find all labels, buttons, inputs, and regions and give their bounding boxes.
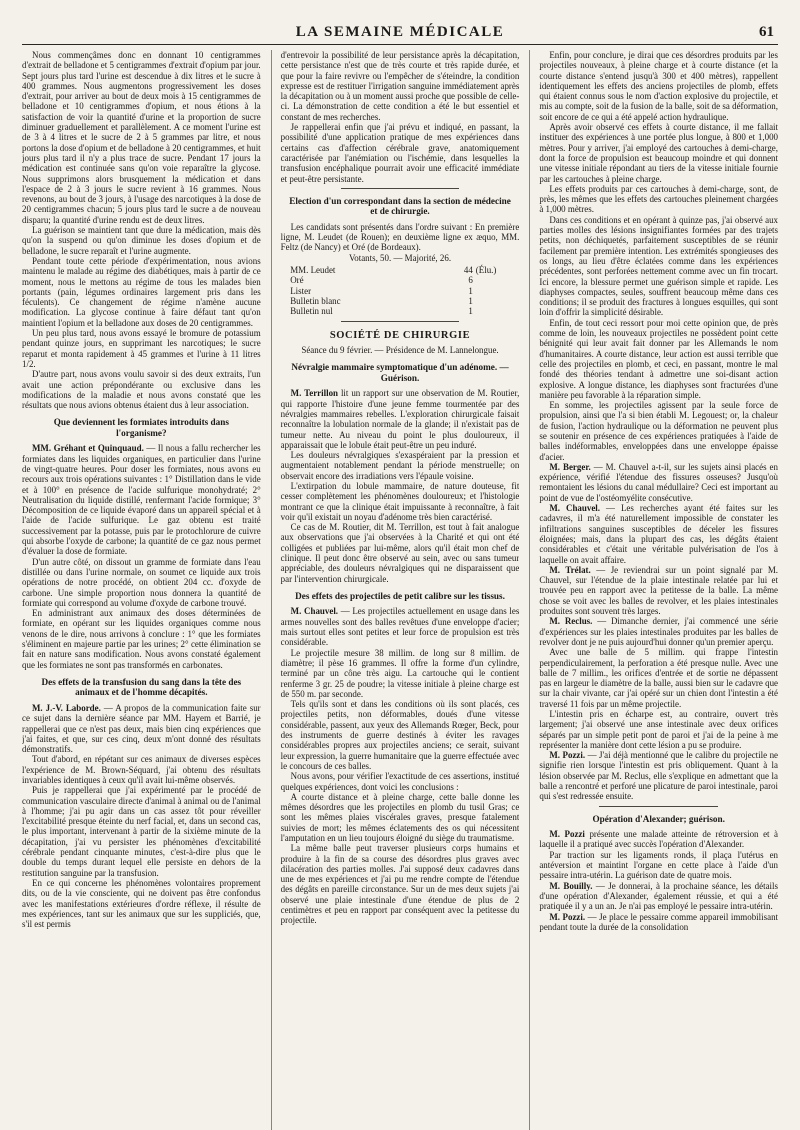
paragraph-text: — Dimanche dernier, j'ai commencé une série d'expériences sur les plaies intestinales produites par les balles de revolver dont je ne puis aujourd'hui donner qu'un premier aperçu. — [539, 616, 779, 647]
paragraph: Nous avons, pour vérifier l'exactitude de ces assertions, institué quelques expériences, dont voici les conclusions : — [280, 771, 520, 792]
vote-row — [290, 275, 510, 285]
paragraph: La même balle peut traverser plusieurs corps humains et produire à la fin de sa course des désordres plus graves avec dilacération des parties molles. J'ai supposé deux cadavres dans une de mes expériences et j'ai pu me rendre compte de l'étendue des dégâts en pareille circonstance. Sur un de mes deux sujets j'ai observé une plaie intestinale d'une étendue de plus de 2 centimètres et peu en rapport par conséquent avec la petitesse du projectile. — [280, 843, 520, 926]
paragraph — [539, 750, 778, 801]
paragraph: A courte distance et à pleine charge, cette balle donne les mêmes désordres que les projectiles en plomb du tusil Gras; ce sont les mêmes plaies viscérales graves, presque fatalement suivies de mort; les mêmes éclatements des os qui nécessitent l'amputation en un lieu toujours éloigné du siège du traumatisme. — [280, 791, 520, 843]
vote-candidate: Bulletin blanc — [290, 295, 341, 306]
column-1 — [22, 50, 261, 1130]
speaker-name: M. Chauvel. — [290, 606, 339, 617]
vote-count: 44 — [463, 265, 473, 276]
paragraph — [539, 881, 778, 912]
journal-title: LA SEMAINE MÉDICALE — [295, 24, 505, 40]
society-heading: SOCIÉTÉ DE CHIRURGIE — [329, 329, 471, 341]
paragraph: Enfin, pour conclure, je dirai que ces désordres produits par les projectiles nouveaux, à pleine charge et à courte distance (et la courte distance s'entend jusqu'à 300 et 400 mètres), rappellent identiquement les effets des anciens projectiles de plomb, effets qui étaient connus sous le nom d'action explosive du projectile, et mis au compte, soit de la fusion de la balle, soit de sa déformation, soit encore de ce qui a été appelé action hydraulique. — [539, 50, 779, 122]
vote-count: 1 — [468, 306, 473, 317]
session-line: Séance du 9 février. — Présidence de M. Lannelongue. — [301, 345, 499, 356]
paragraph: En ce qui concerne les phénomènes volontaires proprement dits, ou de la vie consciente, qui ne doivent pas être confondus avec les manifestations extérieures d'ordre réflexe, il résulte de mes expériences, tant sur les animaux que sur les suppliciés, que, s'il est permis — [22, 877, 261, 930]
paragraph-text: — J'ai déjà mentionné que le calibre du projectile ne signifie rien lorsque l'intestin est pris obliquement. Quant à la lésion observée par M. Reclus, elle s'explique en admettant que la balle a rencontré et perforé une plicature de paroi intestinale, paroi qui s'est redressée ensuite. — [539, 750, 779, 802]
speaker-name: M. Pozzi. — [549, 750, 586, 761]
vote-row — [290, 286, 510, 296]
text-columns — [22, 50, 778, 1130]
paragraph — [539, 912, 778, 933]
paragraph — [22, 703, 261, 754]
paragraph-text: — Je donnerai, à la prochaine séance, les détails d'une opération d'Alexander, également réussie, et qui a été pratiquée il y a un an. Je n'ai pas employé le pessaire intra-utérin. — [539, 880, 779, 912]
speaker-name: M. Pozzi — [549, 829, 585, 840]
vote-row — [290, 265, 510, 275]
paragraph — [539, 565, 778, 616]
vote-note — [473, 306, 510, 316]
vote-row — [290, 296, 510, 306]
vote-candidate: Bulletin nul — [290, 306, 333, 317]
speaker-name: M. J.-V. Laborde. — [32, 702, 101, 713]
paragraph: Après avoir observé ces effets à courte distance, il me fallait instituer des expériences à une portée plus longue, à 800 et 1,000 mètres. Pour y arriver, j'ai employé des cartouches à demi-charge, dont la force de propulsion est beaucoup moindre et qui donnent une vitesse initiale répondant au tiers de la vitesse initiale fournie par les cartouches à pleine charge. — [539, 122, 779, 184]
vote-note — [473, 286, 510, 296]
page-number: 61 — [759, 24, 774, 40]
paragraph-text: lit un rapport sur une observation de M. Routier, qui rapporte l'histoire d'une jeune femme tourmentée par des névralgies mammaires rebelles. L'exploration chirurgicale faisait reconnaître la lobulation normale de la glande; il n'existait pas de tumeur nette. Au niveau du point le plus douloureux, il apparaissait que le lobule était peut-être un peu induré. — [280, 388, 520, 450]
speaker-name: M. Reclus. — [549, 616, 593, 627]
vote-candidate: Oré — [290, 275, 304, 286]
paragraph-text: — Les recherches ayant été faites sur les cadavres, il m'a été naturellement impossible de constater les infiltrations sanguines susceptibles de déceler les fissures éloignées; mais, dans la plupart des cas, les dégâts étaient considérables et c'était une véritable pulvérisation de l'os à laquelle on avait affaire. — [539, 503, 779, 565]
vote-row — [290, 306, 510, 316]
paragraph-text: présente une malade atteinte de rétroversion et à laquelle il a pratiqué avec succès l'opération d'Alexander. — [539, 829, 779, 850]
vote-count: 1 — [468, 295, 473, 306]
vote-count: 6 — [468, 275, 473, 286]
divider — [599, 806, 718, 807]
speaker-name: M. Chauvel. — [549, 503, 601, 514]
running-header — [22, 22, 778, 45]
paragraph: Pendant toute cette période d'expérimentation, nous avions maintenu le malade au régime des diabétiques, mais à partir de ce moment, nous le mettons au régime de tous les malades bien portants (pain, légumes ordinaires largement pris dans les féculents). Ce changement de régime n'amène aucune modification. La glycose continue à faire défaut tant qu'on maintient l'opium et la belladone aux doses de 20 centigrammes. — [22, 255, 261, 328]
vote-note — [473, 275, 510, 285]
paragraph — [539, 503, 778, 565]
paragraph-text: — A propos de la communication faite sur ce sujet dans la dernière séance par MM. Hayem et Barrié, je rappellerai que ce n'est pas deux, mais bien cinq expériences que j'ai faites, et que, sur ces cinq, deux m'ont donné des résultats démonstratifs. — [22, 702, 261, 755]
paragraph: Les effets produits par ces cartouches à demi-charge, sont, de près, les mêmes que les effets des cartouches pleinement chargées à 1,000 mètres. — [539, 183, 779, 215]
paragraph — [281, 388, 520, 450]
paragraph: Dans ces conditions et en opérant à quinze pas, j'ai observé aux parties molles des lésions insignifiantes formées par des trajets petits, non déchiquetés, parfaitement susceptibles de se réunir facilement par première intention. Les extrémités spongieuses des os longs, au lieu d'être éclatées comme dans les expériences précédentes, sont perforées nettement comme avec un fin trocart. Ici encore, la blessure permet une guérison simple et rapide. Les diaphyses compactes, seules, souffrent beaucoup même dans ces conditions; il se produit des fractures à longues esquilles, qui sont loin d'offrir la simplicité désirable. — [539, 214, 779, 318]
vote-note — [473, 296, 510, 306]
paragraph: Ce cas de M. Routier, dit M. Terrillon, est tout à fait analogue aux observations que j'ai observées à la Charité et qui ont été colligées et publiées par lui-même, alors qu'il était mon chef de clinique. Il peut donc être observé au sein, avec ou sans tumeur appréciable, des douleurs névralgiques qui ne disparaissent que par l'intervention chirurgicale. — [280, 522, 520, 584]
column-3 — [529, 50, 778, 1130]
vote-count: 1 — [468, 285, 473, 296]
paragraph: Avec une balle de 5 millim. qui frappe l'intestin perpendiculairement, la perforation a été presque nulle. Avec une balle de 7 millim., les orifices d'entrée et de sortie ne dépassent pas en largeur le diamètre de la balle, aussi bien sur le cadavre que sur la chair vivante, car j'ai opéré sur un chien dont l'intestin a été traversé 11 fois par un même projectile. — [539, 647, 779, 709]
paragraph: Tout d'abord, en répétant sur ces animaux de diverses espèces l'expérience de M. Brown-Séquard, j'ai obtenu des résultats invariables identiques à ceux qu'il avait lui-même observés. — [22, 754, 261, 785]
paragraph: Par traction sur les ligaments ronds, il plaça l'utérus en antéversion et maintint l'organe en cette place à l'aide d'un pessaire intra-utérin. La guérison date de quatre mois. — [539, 849, 779, 881]
paragraph: D'autre part, nous avons voulu savoir si des deux extraits, l'un avait une action prépondérante ou exclusive dans les modifications de la maladie et nous avons constaté que les résultats que nous avions obtenus étaient dus à leur association. — [22, 369, 261, 411]
paragraph: d'entrevoir la possibilité de leur persistance après la décapitation, cette persistance n'est que de très courte et très rapide durée, et que pour la faire revivre ou l'empêcher de s'éteindre, la condition expresse est de restituer l'irrigation sanguine immédiatement après la décapitation ou à un moment aussi proche que possible de celle-ci. La démonstration de cette condition a été le but essentiel et constant de mes recherches. — [280, 50, 520, 122]
column-2 — [271, 50, 520, 1130]
vote-candidate: MM. Leudet — [290, 265, 336, 276]
paragraph-text: — Je reviendrai sur un point signalé par M. Chauvel, sur l'étendue de la plaie intestinale relatée par lui et trouvée peu en rapport avec la petitesse de la balle. La même chose se voit avec les balles de revolver, et les plaies intestinales produites sont souvent très larges. — [539, 564, 779, 617]
section-heading: Election d'un correspondant dans la section de médecine et de chirurgie. — [289, 195, 511, 217]
paragraph-text: — Je place le pessaire comme appareil immobilisant pendant toute la durée de la consolidation — [539, 911, 779, 932]
paragraph — [281, 606, 520, 647]
paragraph: Les candidats sont présentés dans l'ordre suivant : En première ligne, M. Leudet (de Rouen); en deuxième ligne ex æquo, MM. Feltz (de Nancy) et Oré (de Bordeaux). — [280, 221, 520, 253]
speaker-name: M. Terrillon — [290, 388, 339, 399]
votes-summary: Votants, 50. — Majorité, 26. — [348, 252, 452, 263]
paragraph: Enfin, de tout ceci ressort pour moi cette opinion que, de près comme de loin, les nouveaux projectiles ne possèdent point cette bénignité qui leur avait fait donner par les Allemands le nom d'humanitaires. A courte distance, leur action est aussi terrible que celle des projectiles en plomb, et ceci, en passant, montre le mal fondé des théories tendant à admettre une soi-disant action explosive. A longue distance, les diaphyses sont fracturées d'une manière peu favorable à la réparation simple. — [539, 317, 779, 400]
section-heading: Opération d'Alexander; guérison. — [592, 813, 725, 824]
divider — [341, 321, 460, 322]
paragraph — [539, 616, 778, 647]
paragraph: Nous commençâmes donc en donnant 10 centigrammes d'extrait de belladone et 5 centigrammes d'extrait d'opium par jour. Sept jours plus tard l'urine est descendue à dix litres et le sucre à 400 grammes. Nous augmentons progressivement les doses d'extrait, pour arriver au bout de deux mois à 15 centigrammes de belladone et 10 centigrammes d'opium, et nous étions à la satisfaction de voir la quantité d'urine et la proportion de sucre diminuer graduellement et parallèlement. A ce moment l'urine est de 3 à 4 litres et le sucre de 2 à 5 grammes par litre, et nous portons la dose d'opium et de belladone à 20 centigrammes, et huit jours plus tard il n'y a plus trace de sucre. Pendant 17 jours la médication est continuée sans qu'on voie reparaître la glycose. Nous supprimons alors brusquement la médication et dans l'espace de 2 à 3 jours le sucre revient à 16 grammes. Nous revenons, au bout de 3 jours, à l'usage des narcotiques à la dose de 20 centigrammes chacun; 5 jours plus tard le sucre a de nouveau disparu; la quantité d'urine rendu est de deux litres. — [22, 50, 261, 225]
speaker-name: M. Berger. — [549, 461, 591, 472]
vote-results-table — [290, 265, 510, 316]
paragraph: Puis je rappellerai que j'ai expérimenté par le procédé de communication vasculaire directe d'animal à animal ou de l'animal à l'homme; j'ai pu agir dans un cas assez tôt pour réveiller l'excitabilité presque éteinte du nerf facial, et, dans un second cas, le plus important, intervenant à partir de la sixième minute de la décapitation, j'ai vu persister les phénomènes d'excitabilité cérébrale pendant cinquante minutes, c'est-à-dire plus que le double du temps durant lequel elle persiste en dehors de la restitution sanguine par la transfusion. — [22, 785, 261, 878]
paragraph: L'intestin pris en écharpe est, au contraire, ouvert très largement; j'ai observé une anse intestinale avec deux orifices séparés par un simple petit pont de paroi et j'ai de la peine à me représenter la manière dont cette lésion a pu se produire. — [539, 709, 779, 750]
paragraph — [539, 829, 778, 850]
speaker-name: M. Pozzi. — [549, 911, 586, 922]
paragraph: En administrant aux animaux des doses déterminées de formiate, en opérant sur les liquides organiques comme nous venons de le dire, nous arrivons à conclure : 1° que les formiates s'éliminent en majeure partie par les urines; 2° cette élimination se fait en nature sans modification. Nous avons constaté également que les formiates ne sont pas transformés en carbonates. — [22, 608, 261, 670]
paragraph: La guérison se maintient tant que dure la médication, mais dès qu'on la suspend ou qu'on diminue les doses d'opium et de belladone, le sucre reparaît et l'urine augmente. — [22, 225, 261, 256]
paragraph — [22, 443, 261, 556]
paragraph: Les douleurs névralgiques s'exaspéraient par la pression et augmentaient notablement pendant la période menstruelle; on observait encore des irradiations vers l'épaule voisine. — [280, 450, 520, 481]
paragraph: L'extirpation du lobule mammaire, de nature douteuse, fit cesser complètement les phénomènes douloureux; et l'histologie montrant ce que la clinique était impuissante à reconnaître, à fait voir qu'il existait un noyau d'adénome très bien caractérisé. — [280, 481, 520, 522]
section-heading: Que deviennent les formiates introduits dans l'organisme? — [53, 417, 229, 438]
paragraph — [539, 462, 778, 503]
section-heading: Des effets de la transfusion du sang dans la tête des animaux et de l'homme décapités. — [41, 676, 242, 698]
paragraph: Tels qu'ils sont et dans les conditions où ils sont placés, ces projectiles petits, non déformables, doués d'une vitesse considérable, passent, aux yeux des Allemands Rœger, Beck, pour des instruments de guerre destinés à éviter les ravages considérables propres aux projectiles anciens; ce serait, suivant leur expression, la guerre humanitaire que la guerre effectuée avec le concours de ces balles. — [280, 699, 520, 771]
speaker-name: M. Bouilly. — [549, 880, 593, 891]
paragraph: Le projectile mesure 38 millim. de long sur 8 millim. de diamètre; il pèse 16 grammes. Il offre la forme d'un cylindre, terminé par un cône très aigu. La cartouche qui le contient renferme 3 gr. 25 de poudre; la vitesse initiale à pleine charge est de 550 m. par seconde. — [280, 647, 520, 699]
vote-note: (Élu.) — [475, 265, 497, 276]
paragraph-text: — Il nous a fallu rechercher les formiates dans les liquides organiques, en particulier dans l'urine de vingt-quatre heures. Pour doser les formiates, nous avons eu recours aux trois opérations suivantes : 1° Distillation dans le vide et à 100° en présence de l'acide sulfurique monohydraté; 2° Neutralisation du liquide distillé, renfermant l'acide formique; 3° Décomposition de ce liquide évaporé dans un appareil spécial et à l'aide de l'acide sulfurique. Le gaz obtenu est traité successivement par la potasse, puis par le protochlorure de cuivre qui absorbe l'oxyde de carbone; la quantité de ce gaz nous permet d'évaluer la dose de formiate. — [22, 443, 261, 557]
vote-candidate: Lister — [290, 285, 312, 296]
section-heading: Des effets des projectiles de petit calibre sur les tissus. — [295, 590, 505, 601]
paragraph-text: — Les projectiles actuellement en usage dans les armes nouvelles sont des balles revêtues d'une enveloppe d'acier; mais surtout elles sont petites et leur force de propulsion est très considérable. — [280, 606, 520, 648]
paragraph-text: — M. Chauvel a-t-il, sur les sujets ainsi placés en expérience, vérifié l'étendue des fissures osseuses? Jusqu'où remontaient les lésions du canal médullaire? Ceci est important au point de vue de l'ostéomyélite consécutive. — [539, 461, 779, 503]
section-heading: Névralgie mammaire symptomatique d'un adénome. — Guérison. — [291, 362, 509, 383]
paragraph: Je rappellerai enfin que j'ai prévu et indiqué, en passant, la possibilité d'une application pratique de mes expériences dans certains cas d'affection cérébrale grave, anatomiquement caractérisée par l'anémiation ou l'ischémie, dans lesquelles la transfusion encéphalique pourrait avoir une efficacité immédiate et peut-être persistante. — [280, 122, 520, 184]
divider — [341, 188, 460, 189]
paragraph: En somme, les projectiles agissent par la seule force de propulsion, ainsi que l'a si bien établi M. Legouest; or, la chaleur de fusion, l'action hydraulique ou la déformation ne peuvent plus se soutenir en présence de ces expériences pratiquées à l'aide de balles indéformables, enveloppées dans une enveloppe épaisse d'acier. — [539, 400, 779, 462]
paragraph: Un peu plus tard, nous avons essayé le bromure de potassium pendant quinze jours, en supprimant les narcotiques; le sucre reparut et monta rapidement à 45 grammes et l'urine à 11 litres 1/2. — [22, 328, 261, 369]
speaker-name: MM. Gréhant et Quinquaud. — [32, 443, 144, 454]
paragraph: D'un autre côté, on dissout un gramme de formiate dans l'eau distillée ou dans l'urine normale, on soumet ce liquide aux trois opérations de notre procédé, on obtient 204 cc. d'oxyde de carbone. Une simple proportion nous donnera la quantité de formiate qui correspond au volume d'oxyde de carbone trouvé. — [22, 556, 261, 608]
speaker-name: M. Trélat. — [549, 564, 591, 575]
